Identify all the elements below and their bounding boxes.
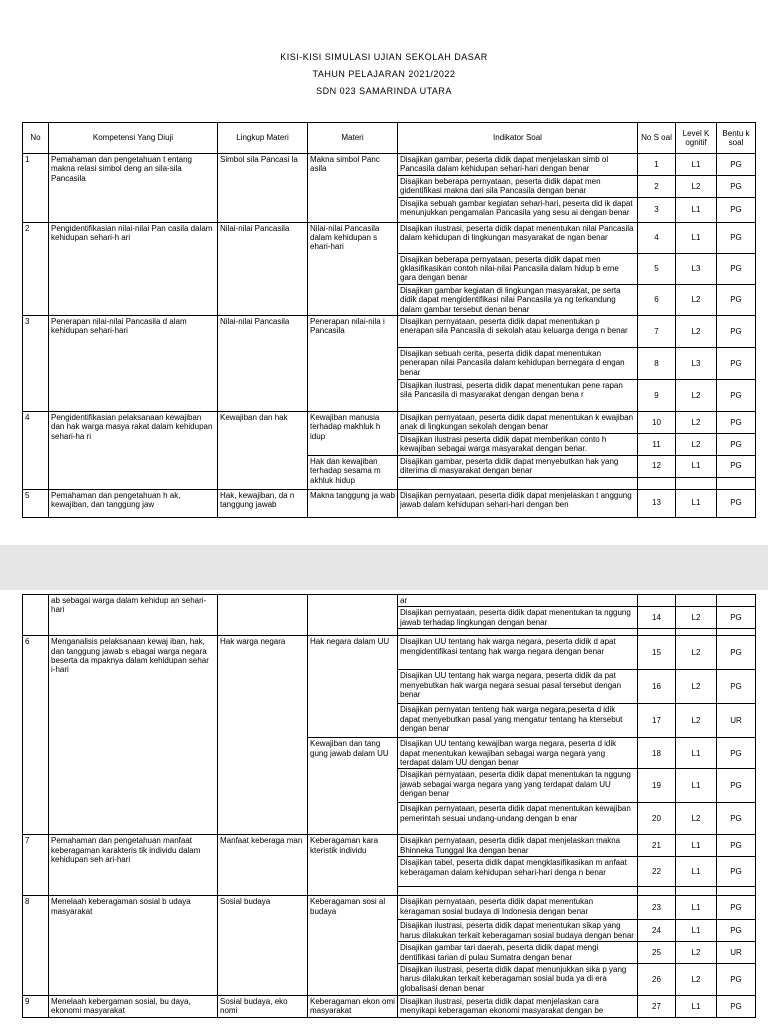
cell-nosoal: 11 bbox=[638, 433, 676, 455]
table-row bbox=[23, 896, 756, 920]
cell-materi: Hak negara dalam UU bbox=[308, 636, 398, 738]
cell-level: L2 bbox=[676, 175, 717, 197]
cell-indikator: Disajikan tabel, peserta didik dapat mengklasifikasikan m anfaat keberagaman dalam kehidupan sehari-hari denga n benar bbox=[398, 857, 638, 887]
cell-indikator: Disajikan ilustrasi, peserta didik dapat menentukan pene rapan sila Pancasila di masyarakat dengan dengan bena r bbox=[398, 380, 638, 412]
header-school: SDN 023 SAMARINDA UTARA bbox=[316, 86, 452, 96]
cell-indikator: Disajikan pernyataan, peserta didik dapat menjelaskan makna Bhinneka Tunggal Ika dengan benar bbox=[398, 835, 638, 857]
cell-nosoal: 15 bbox=[638, 636, 676, 670]
cell-indikator: Disajikan gambar, peserta didik dapat menyebutkan hak yang diterima di masyarakat dengan benar bbox=[398, 455, 638, 477]
table-row bbox=[23, 489, 756, 517]
cell-indikator: Disajikan gambar kegiatan di lingkungan masyarakat, pe serta didik dapat mengidentifikasi nilai Pancasila ya ng terkandung dalam gambar tersebut denan benar bbox=[398, 284, 638, 315]
cell-materi: Keberagaman sosi al budaya bbox=[308, 896, 398, 996]
cell-materi: Makna simbol Panc asila bbox=[308, 154, 398, 223]
cell-indikator: Disajikan UU tentang hak warga negara, peserta didik da pat menyebutkan hak warga negara sesuai pasal tersebut dengan benar bbox=[398, 670, 638, 704]
cell-nosoal: 21 bbox=[638, 835, 676, 857]
cell-level: L1 bbox=[676, 996, 717, 1018]
cell-no: 8 bbox=[23, 896, 49, 996]
cell-nosoal: 9 bbox=[638, 380, 676, 412]
cell-indikator: Disajikan ilustrasi, peserta didik dapat menentukan sikap yang harus dilakukan terkait keberagaman sosial budaya dengan benar bbox=[398, 920, 638, 942]
cell-kompetensi: Pengidentifikasian nilai-nilai Pan casila dalam kehidupan sehari-h ari bbox=[49, 222, 218, 315]
table-row bbox=[23, 996, 756, 1018]
cell-materi: Keberagaman kara kteristik individu bbox=[308, 835, 398, 896]
cell-bentuk: PG bbox=[717, 433, 756, 455]
cell-nosoal: 18 bbox=[638, 738, 676, 769]
cell-level: L2 bbox=[676, 942, 717, 964]
cell-indikator: Disajikan gambar tari daerah, peserta didik dapat mengi dentifikasi tarian di pulau Sumatra dengan benar bbox=[398, 942, 638, 964]
cell-nosoal: 27 bbox=[638, 996, 676, 1018]
cell-bentuk: PG bbox=[717, 489, 756, 517]
cell-level: L2 bbox=[676, 316, 717, 348]
cell-level: L2 bbox=[676, 380, 717, 412]
cell-indikator: Disajikan pernyataan, peserta didik dapat menentukan ta nggung jawab sebagai warga negara yang yang terdapat dalam UU dengan benar bbox=[398, 769, 638, 803]
cell-nosoal: 5 bbox=[638, 253, 676, 284]
cell-kompetensi: Penerapan nilai-nilai Pancasila d alam kehidupan sehari-hari bbox=[49, 316, 218, 412]
cell-lingkup: Nilai-nilai Pancasila bbox=[218, 222, 308, 315]
table-header-row bbox=[23, 123, 756, 154]
cell-bentuk: UR bbox=[717, 942, 756, 964]
cell-level: L1 bbox=[676, 738, 717, 769]
cell-no bbox=[23, 595, 49, 636]
table-row bbox=[23, 835, 756, 857]
cell-level: L2 bbox=[676, 607, 717, 629]
cell-indikator: Disajikan UU tentang kewajiban warga negara, peserta d idik dapat menentukan kewajiban sebagai warga negara yang terdapat dalam UU dengan benar bbox=[398, 738, 638, 769]
cell-indikator bbox=[398, 887, 638, 896]
cell-materi: Keberagaman ekon omi masyarakat bbox=[308, 996, 398, 1018]
cell-indikator bbox=[398, 629, 638, 636]
cell-level: L2 bbox=[676, 670, 717, 704]
cell-indikator bbox=[398, 477, 638, 489]
cell-nosoal: 10 bbox=[638, 412, 676, 434]
cell-nosoal: 22 bbox=[638, 857, 676, 887]
cell-nosoal: 14 bbox=[638, 607, 676, 629]
cell-nosoal: 17 bbox=[638, 704, 676, 738]
cell-nosoal bbox=[638, 477, 676, 489]
cell-bentuk: PG bbox=[717, 175, 756, 197]
cell-indikator: Disajikan pernyataan, peserta didik dapat menentukan keragaman sosial budaya di Indonesia dengan benar bbox=[398, 896, 638, 920]
cell-nosoal: 16 bbox=[638, 670, 676, 704]
cell-indikator: Disajikan ilustrasi, peserta didik dapat menentukan nilai Pancasila dalam kehidupan di lingkungan masyarakat de ngan benar bbox=[398, 222, 638, 253]
cell-nosoal: 2 bbox=[638, 175, 676, 197]
cell-indikator: Disajikan beberapa pernyataan, peserta didik dapat men gklasifikasikan contoh nilai-nilai Pancasila dalam hidup b erne gara dengan benar bbox=[398, 253, 638, 284]
cell-bentuk: PG bbox=[717, 284, 756, 315]
cell-nosoal: 8 bbox=[638, 348, 676, 380]
cell-indikator: Disajikan gambar, peserta didik dapat menjelaskan simb ol Pancasila dalam kehidupan sehari-hari dengan benar bbox=[398, 154, 638, 176]
cell-no: 1 bbox=[23, 154, 49, 223]
cell-indikator: Disajikan pernyataan, peserta didik dapat menentukan k ewajiban anak di lingkungan sekolah dengan benar bbox=[398, 412, 638, 434]
cell-level: L1 bbox=[676, 920, 717, 942]
cell-bentuk bbox=[717, 887, 756, 896]
cell-kompetensi: ab sebagai warga dalam kehidup an sehari-hari bbox=[49, 595, 218, 636]
cell-bentuk: PG bbox=[717, 996, 756, 1018]
cell-no: 3 bbox=[23, 316, 49, 412]
cell-level: L1 bbox=[676, 154, 717, 176]
cell-nosoal: 7 bbox=[638, 316, 676, 348]
cell-level bbox=[676, 629, 717, 636]
cell-level: L2 bbox=[676, 964, 717, 996]
header-materi: Materi bbox=[308, 123, 398, 154]
cell-level: L1 bbox=[676, 835, 717, 857]
table-row bbox=[23, 222, 756, 253]
cell-indikator: Disajikan ilustrasi, peserta didik dapat menjelaskan cara menyikapi keberagaman ekonomi masyarakat dengan be bbox=[398, 996, 638, 1018]
cell-indikator: Disajikan UU tentang hak warga negara, peserta didik d apat mengidentifikasi tentang hak warga negara dengan benar bbox=[398, 636, 638, 670]
grid-table-page-2 bbox=[22, 594, 756, 1018]
cell-indikator: Disajikan pernyatan tenteng hak warga negara,peserta d idik dapat menyebutkan pasal yang mengatur tentang ha ktersebut dengan benar bbox=[398, 704, 638, 738]
cell-kompetensi: Pemahaman dan pengetahuan t entang makna relasi simbol deng an sila-sila Pancasila bbox=[49, 154, 218, 223]
cell-bentuk: PG bbox=[717, 636, 756, 670]
cell-nosoal: 23 bbox=[638, 896, 676, 920]
cell-indikator: Disajikan pernyataan, peserta didik dapat menentukan p enerapan sila Pancasila di sekolah atau keluarga denga n benar bbox=[398, 316, 638, 348]
header-title: KISI-KISI SIMULASI UJIAN SEKOLAH DASAR bbox=[280, 52, 488, 62]
cell-nosoal: 26 bbox=[638, 964, 676, 996]
cell-indikator: Disajikan ilustrasi peserta didik dapat memberikan conto h kewajiban sebagai warga masyarakat dengan benar. bbox=[398, 433, 638, 455]
cell-materi: Nilai-nilai Pancasila dalam kehidupan s ehari-hari bbox=[308, 222, 398, 315]
cell-bentuk: PG bbox=[717, 412, 756, 434]
cell-nosoal: 12 bbox=[638, 455, 676, 477]
cell-indikator: Disajikan pernyataan, peserta didik dapat menentukan ta nggung jawab terhadap lingkungan dengan benar bbox=[398, 607, 638, 629]
cell-level: L2 bbox=[676, 412, 717, 434]
header-no: No bbox=[23, 123, 49, 154]
cell-level: L2 bbox=[676, 704, 717, 738]
document-page-2 bbox=[0, 590, 768, 1024]
cell-indikator: Disajikan sebuah cerita, peserta didik dapat menentukan penerapan nilai Pancasila dalam kehidupan bernegara d engan benar bbox=[398, 348, 638, 380]
cell-bentuk: PG bbox=[717, 222, 756, 253]
cell-kompetensi: Menelaah kebergaman sosial, bu daya, ekonomi masyarakat bbox=[49, 996, 218, 1018]
page-gap bbox=[0, 545, 768, 590]
header-lingkup: Lingkup Materi bbox=[218, 123, 308, 154]
cell-level: L3 bbox=[676, 253, 717, 284]
cell-level: L2 bbox=[676, 284, 717, 315]
grid-table-page-1 bbox=[22, 122, 756, 518]
cell-lingkup bbox=[218, 595, 308, 636]
cell-kompetensi: Pengidentifikasian pelaksanaan kewajiban dan hak warga masya rakat dalam kehidupan sehari-ha ri bbox=[49, 412, 218, 489]
cell-bentuk: PG bbox=[717, 920, 756, 942]
cell-bentuk: PG bbox=[717, 348, 756, 380]
cell-indikator: ar bbox=[398, 595, 638, 607]
cell-no: 4 bbox=[23, 412, 49, 489]
cell-materi bbox=[308, 595, 398, 636]
cell-level bbox=[676, 595, 717, 607]
header-level: Level K ognitif bbox=[676, 123, 717, 154]
cell-indikator: Disajikan pernyataan, peserta didik dapat menentukan kewajiban pemerintah sesuai undang-undang dengan b enar bbox=[398, 803, 638, 835]
cell-kompetensi: Menganalisis pelaksanaan kewaj iban, hak, dan tanggung jawab s ebagai warga negara beserta da mpaknya dalam kehidupan sehar i-hari bbox=[49, 636, 218, 835]
cell-no: 9 bbox=[23, 996, 49, 1018]
cell-bentuk: PG bbox=[717, 380, 756, 412]
header-nosoal: No S oal bbox=[638, 123, 676, 154]
cell-indikator: Disajika sebuah gambar kegiatan sehari-hari, peserta did ik dapat menunjukkan pengamalan Pancasila yang sesu ai dengan benar bbox=[398, 197, 638, 222]
table-body-page-2 bbox=[23, 595, 756, 1018]
table-body-page-1 bbox=[23, 154, 756, 518]
cell-nosoal: 1 bbox=[638, 154, 676, 176]
cell-no: 6 bbox=[23, 636, 49, 835]
header-kompetensi: Kompetensi Yang Diuji bbox=[49, 123, 218, 154]
cell-nosoal bbox=[638, 887, 676, 896]
cell-lingkup: Kewajiban dan hak bbox=[218, 412, 308, 489]
cell-no: 7 bbox=[23, 835, 49, 896]
cell-bentuk: PG bbox=[717, 738, 756, 769]
cell-level: L1 bbox=[676, 769, 717, 803]
cell-lingkup: Nilai-nilai Pancasila bbox=[218, 316, 308, 412]
cell-bentuk bbox=[717, 477, 756, 489]
cell-kompetensi: Pemahaman dan pengetahuan h ak, kewajiban, dan tanggung jaw bbox=[49, 489, 218, 517]
cell-indikator: Disajikan pernyataan, peserta didik dapat menjelaskan t anggung jawab dalam kehidupan sehari-hari dengan ben bbox=[398, 489, 638, 517]
cell-level: L1 bbox=[676, 489, 717, 517]
cell-bentuk: PG bbox=[717, 769, 756, 803]
cell-level: L1 bbox=[676, 455, 717, 477]
cell-bentuk bbox=[717, 629, 756, 636]
cell-nosoal bbox=[638, 595, 676, 607]
cell-bentuk: UR bbox=[717, 704, 756, 738]
cell-level: L1 bbox=[676, 896, 717, 920]
cell-nosoal: 6 bbox=[638, 284, 676, 315]
cell-level: L2 bbox=[676, 433, 717, 455]
table-row bbox=[23, 595, 756, 607]
cell-nosoal: 3 bbox=[638, 197, 676, 222]
cell-level: L1 bbox=[676, 222, 717, 253]
cell-nosoal bbox=[638, 629, 676, 636]
cell-kompetensi: Menelaah keberagaman sosial b udaya masyarakat bbox=[49, 896, 218, 996]
cell-lingkup: Simbol sila Pancasi la bbox=[218, 154, 308, 223]
cell-bentuk: PG bbox=[717, 455, 756, 477]
cell-bentuk: PG bbox=[717, 803, 756, 835]
cell-bentuk: PG bbox=[717, 197, 756, 222]
table-row bbox=[23, 316, 756, 348]
table-row bbox=[23, 636, 756, 670]
cell-bentuk: PG bbox=[717, 964, 756, 996]
cell-lingkup: Sosial budaya bbox=[218, 896, 308, 996]
header-year: TAHUN PELAJARAN 2021/2022 bbox=[312, 69, 456, 79]
cell-bentuk: PG bbox=[717, 253, 756, 284]
cell-nosoal: 24 bbox=[638, 920, 676, 942]
cell-materi: Kewajiban dan tang gung jawab dalam UU bbox=[308, 738, 398, 835]
cell-lingkup: Hak, kewajiban, da n tanggung jawab bbox=[218, 489, 308, 517]
cell-no: 5 bbox=[23, 489, 49, 517]
cell-bentuk: PG bbox=[717, 154, 756, 176]
cell-materi: Kewajiban manusia terhadap makhluk h idup bbox=[308, 412, 398, 456]
cell-bentuk: PG bbox=[717, 316, 756, 348]
cell-bentuk: PG bbox=[717, 607, 756, 629]
cell-level bbox=[676, 477, 717, 489]
cell-bentuk: PG bbox=[717, 670, 756, 704]
cell-level: L1 bbox=[676, 197, 717, 222]
cell-indikator: Disajikan beberapa pernyataan, peserta didik dapat men gidentifikasi makna dari sila Pancasila dengan benar bbox=[398, 175, 638, 197]
table-row bbox=[23, 154, 756, 176]
table-row bbox=[23, 412, 756, 434]
cell-nosoal: 13 bbox=[638, 489, 676, 517]
cell-level: L1 bbox=[676, 857, 717, 887]
cell-nosoal: 4 bbox=[638, 222, 676, 253]
cell-indikator: Disajikan ilustrasi, peserta didik dapat menunjukkan sika p yang harus dilakukan terkait keberagaman sosial buda ya di era globalisasi denan benar bbox=[398, 964, 638, 996]
cell-materi: Hak dan kewajiban terhadap sesama m akhluk hidup bbox=[308, 455, 398, 489]
cell-lingkup: Sosial budaya, eko nomi bbox=[218, 996, 308, 1018]
cell-bentuk bbox=[717, 595, 756, 607]
cell-nosoal: 25 bbox=[638, 942, 676, 964]
cell-lingkup: Manfaat keberaga man bbox=[218, 835, 308, 896]
cell-no: 2 bbox=[23, 222, 49, 315]
cell-bentuk: PG bbox=[717, 835, 756, 857]
cell-bentuk: PG bbox=[717, 857, 756, 887]
cell-materi: Makna tanggung ja wab bbox=[308, 489, 398, 517]
cell-nosoal: 19 bbox=[638, 769, 676, 803]
cell-materi: Penerapan nilai-nila i Pancasila bbox=[308, 316, 398, 412]
cell-bentuk: PG bbox=[717, 896, 756, 920]
cell-nosoal: 20 bbox=[638, 803, 676, 835]
cell-kompetensi: Pemahaman dan pengetahuan manfaat keberagaman karakteris tik individu dalam kehidupan seh ari-hari bbox=[49, 835, 218, 896]
cell-level bbox=[676, 887, 717, 896]
cell-level: L2 bbox=[676, 636, 717, 670]
cell-level: L2 bbox=[676, 803, 717, 835]
header-indikator: Indikator Soal bbox=[398, 123, 638, 154]
cell-lingkup: Hak warga negara bbox=[218, 636, 308, 835]
header-bentuk: Bentu k soal bbox=[717, 123, 756, 154]
cell-level: L3 bbox=[676, 348, 717, 380]
